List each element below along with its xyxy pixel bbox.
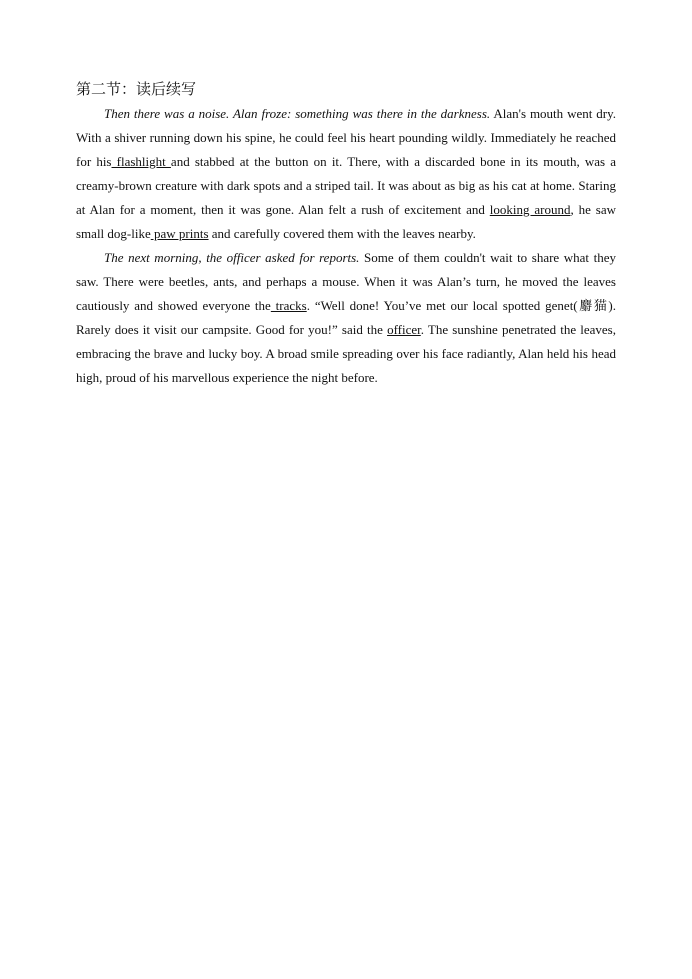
document-page [76, 76, 616, 390]
paragraph-1-text-c: , he saw small dog-like [76, 202, 616, 241]
paragraph-2-text-b: . “Well done! You’ve met our local spotted genet(麝猫). Rarely does it visit our campsite. Good for you!” said the [76, 298, 616, 337]
underlined-word-officer: officer [387, 322, 421, 337]
paragraph-2-text-a: Some of them couldn't wait to share what they saw. There were beetles, ants, and perhaps a mouse. When it was Alan’s turn, he moved the leaves cautiously and showed everyone the [76, 250, 616, 313]
paragraph-2 [76, 246, 616, 390]
underlined-phrase-looking-around: looking around [489, 202, 571, 217]
paragraph-2-text-c: . The sunshine penetrated the leaves, embracing the brave and lucky boy. A broad smile spreading over his face radiantly, Alan held his head high, proud of his marvellous experience the night before. [76, 322, 616, 385]
underlined-phrase-paw-prints: paw prints [150, 226, 209, 241]
underlined-word-flashlight: flashlight [111, 154, 171, 169]
paragraph-1-text-a: Alan's mouth went dry. With a shiver running down his spine, he could feel his heart pounding wildly. Immediately he reached for his [76, 106, 616, 169]
paragraph-1-lead-sentence: Then there was a noise. Alan froze: something was there in the darkness. [104, 106, 491, 121]
paragraph-1-text-d: and carefully covered them with the leaves nearby. [208, 226, 476, 241]
paragraph-1-text-b: and stabbed at the button on it. There, with a discarded bone in its mouth, was a creamy-brown creature with dark spots and a striped tail. It was about as big as his cat at home. Staring at Alan for a moment, then it was gone. Alan felt a rush of excitement and [76, 154, 616, 217]
section-heading: 第二节：读后续写 [76, 80, 197, 98]
underlined-word-tracks: tracks [270, 298, 307, 313]
paragraph-2-lead-sentence: The next morning, the officer asked for reports. [104, 250, 360, 265]
paragraph-1 [76, 102, 616, 246]
